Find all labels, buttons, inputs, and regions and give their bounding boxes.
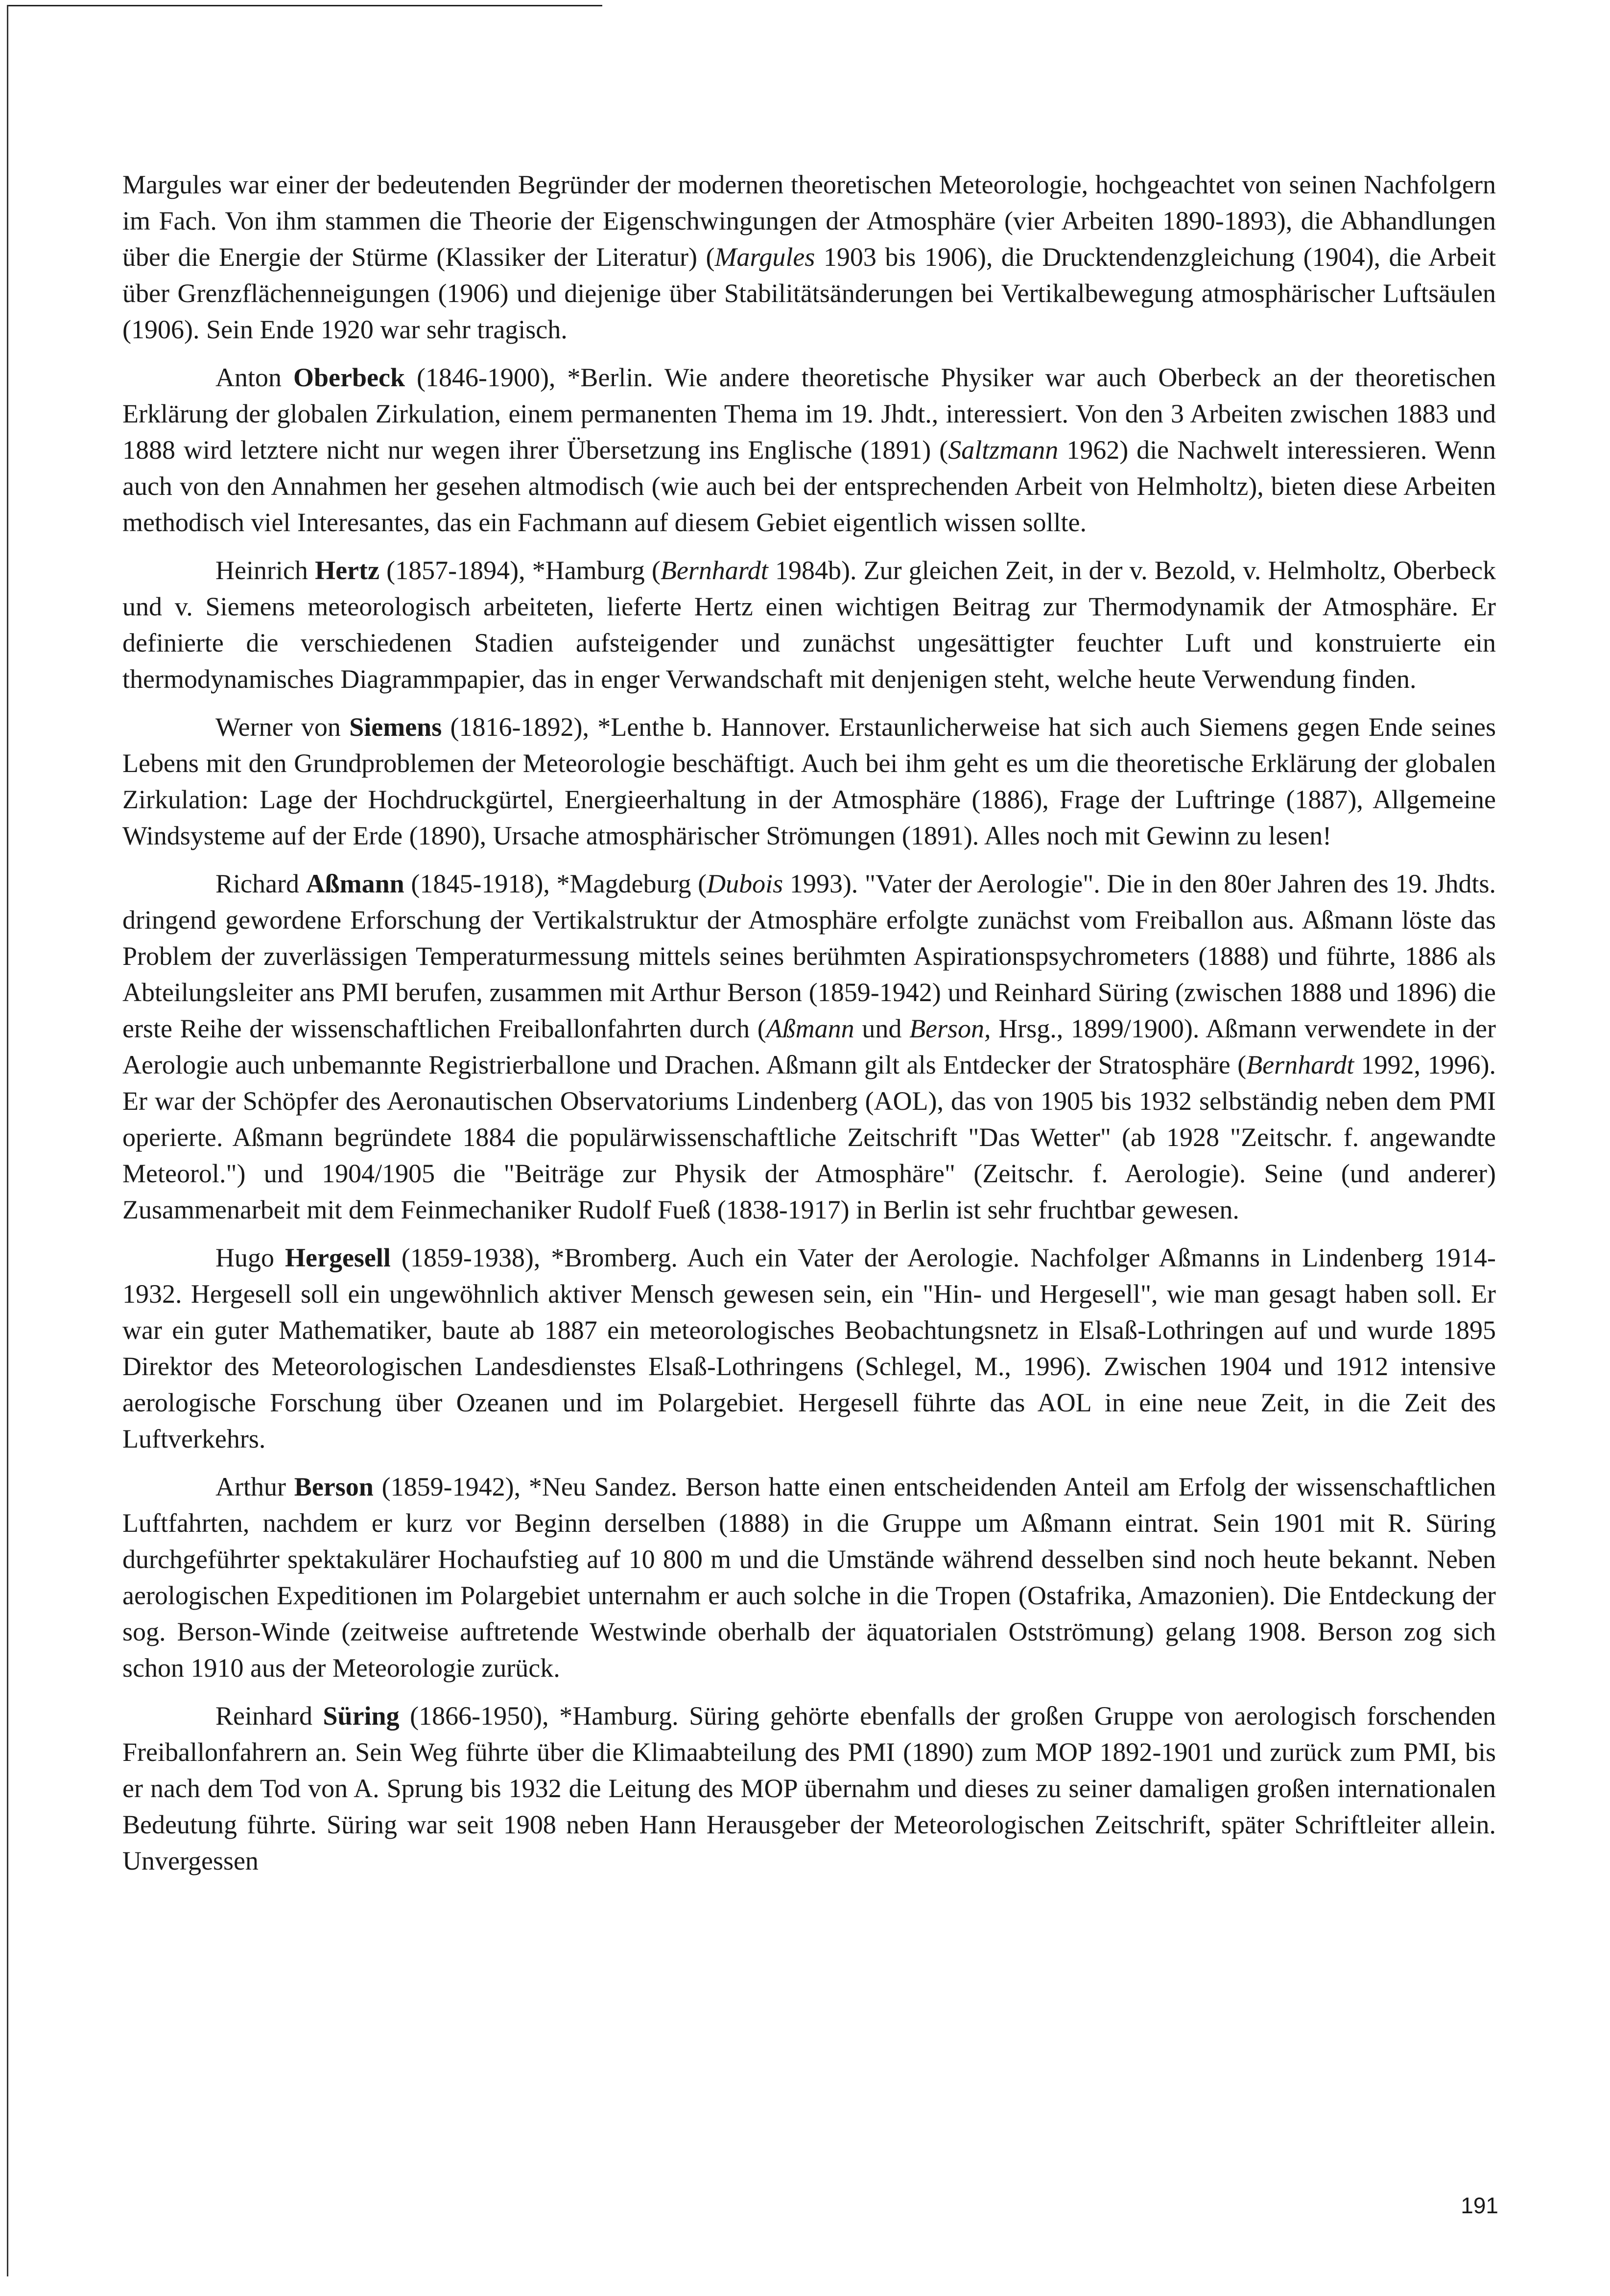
person-name: Oberbeck — [293, 363, 405, 392]
person-name: Hergesell — [285, 1243, 391, 1272]
citation-author: Margules — [714, 242, 815, 272]
person-name: Berson — [294, 1472, 374, 1501]
text-run: Margules war einer der bedeutenden Begründer der modernen theoretischen Meteorologie, hochgeachtet von seinen Nachfolgern im Fach. Von ihm stammen die Theorie der Eigenschwingungen der Atmosphäre (vier Arbeiten 1890-1893), die Abhandlungen über die Energie der Stürme (Klassiker der Literatur) ( — [122, 170, 1496, 272]
top-rule — [8, 5, 602, 6]
text-run: 1903 bis 1906), die Drucktendenzgleichung (1904), die Arbeit über Grenzflächenneigungen (1906) und diejenige über Stabilitätsänderungen bei Vertikalbewegung atmosphärischer Luftsäulen (1906). Sein Ende 1920 war sehr tragisch. — [122, 242, 1496, 344]
paragraph — [122, 552, 1496, 697]
person-name: Süring — [323, 1701, 400, 1731]
text-run: 1962) die Nachwelt interessieren. Wenn auch von den Annahmen her gesehen altmodisch (wie auch bei der entsprechenden Arbeit von Helmholtz), bieten diese Arbeiten methodisch viel Interesantes, das ein Fachmann auf diesem Gebiet eigentlich wissen sollte. — [122, 435, 1496, 537]
person-name: Siemens — [349, 712, 442, 742]
citation-author: Dubois — [707, 869, 783, 898]
document-body — [122, 166, 1496, 1891]
text-run: Richard — [215, 869, 306, 898]
paragraph — [122, 1469, 1496, 1686]
text-run: 1992, 1996). Er war der Schöpfer des Aeronautischen Observatoriums Lindenberg (AOL), das von 1905 bis 1932 selbständig neben dem PMI operierte. Aßmann begründete 1884 die populärwissenschaftliche Zeitschrift "Das Wetter" (ab 1928 "Zeitschr. f. angewandte Meteorol.") und 1904/1905 die "Beiträge zur Physik der Atmosphäre" (Zeitschr. f. Aerologie). Seine (und anderer) Zusammenarbeit mit dem Feinmechaniker Rudolf Fueß (1838-1917) in Berlin ist sehr fruchtbar gewesen. — [122, 1050, 1496, 1224]
text-run: Heinrich — [215, 556, 315, 585]
citation-author: Saltzmann — [948, 435, 1059, 465]
citation-author: Aßmann — [766, 1014, 854, 1043]
person-name: Aßmann — [306, 869, 404, 898]
text-run: Anton — [215, 363, 293, 392]
text-run: Werner von — [215, 712, 350, 742]
citation-author: Bernhardt — [1246, 1050, 1354, 1079]
paragraph — [122, 166, 1496, 348]
person-name: Hertz — [315, 556, 379, 585]
text-run: Hrsg., 1899/1900). Aßmann verwendete in der Aerologie auch unbemannte Registrierballone und Drachen. Aßmann gilt als Entdecker der Stratosphäre ( — [122, 1014, 1496, 1079]
paragraph — [122, 709, 1496, 854]
text-run: (1866-1950), *Hamburg. Süring gehörte ebenfalls der großen Gruppe von aerologisch forschenden Freiballonfahrern an. Sein Weg führte über die Klimaabteilung des PMI (1890) zum MOP 1892-1901 und zurück zum PMI, bis er nach dem Tod von A. Sprung bis 1932 die Leitung des MOP übernahm und dieses zu seiner damaligen großen internationalen Bedeutung führte. Süring war seit 1908 neben Hann Herausgeber der Meteorologischen Zeitschrift, später Schriftleiter allein. Unvergessen — [122, 1701, 1496, 1875]
text-run: Reinhard — [215, 1701, 323, 1731]
text-run: (1816-1892), *Lenthe b. Hannover. Erstaunlicherweise hat sich auch Siemens gegen Ende seines Lebens mit den Grundproblemen der Meteorologie beschäftigt. Auch bei ihm geht es um die theoretische Erklärung der globalen Zirkulation: Lage der Hochdruckgürtel, Energieerhaltung in der Atmosphäre (1886), Frage der Luftringe (1887), Allgemeine Windsysteme auf der Erde (1890), Ursache atmosphärischer Strömungen (1891). Alles noch mit Gewinn zu lesen! — [122, 712, 1496, 850]
text-run: (1857-1894), *Hamburg ( — [379, 556, 661, 585]
paragraph — [122, 1240, 1496, 1457]
text-run: (1859-1938), *Bromberg. Auch ein Vater der Aerologie. Nachfolger Aßmanns in Lindenberg 1914-1932. Hergesell soll ein ungewöhnlich aktiver Mensch gewesen sein, ein "Hin- und Hergesell", wie man gesagt haben soll. Er war ein guter Mathematiker, baute ab 1887 ein meteorologisches Beobachtungsnetz in Elsaß-Lothringen auf und wurde 1895 Direktor des Meteorologischen Landesdienstes Elsaß-Lothringens (Schlegel, M., 1996). Zwischen 1904 und 1912 intensive aerologische Forschung über Ozeanen und im Polargebiet. Hergesell führte das AOL in eine neue Zeit, in die Zeit des Luftverkehrs. — [122, 1243, 1496, 1453]
text-run: Hugo — [215, 1243, 285, 1272]
paragraph — [122, 359, 1496, 540]
left-edge-line — [7, 5, 8, 2276]
text-run: (1859-1942), *Neu Sandez. Berson hatte einen entscheidenden Anteil am Erfolg der wissenschaftlichen Luftfahrten, nachdem er kurz vor Beginn derselben (1888) in die Gruppe um Aßmann eintrat. Sein 1901 mit R. Süring durchgeführter spektakulärer Hochaufstieg auf 10 800 m und die Umstände während desselben sind noch heute bekannt. Neben aerologischen Expeditionen im Polargebiet unternahm er auch solche in die Tropen (Ostafrika, Amazonien). Die Entdeckung der sog. Berson-Winde (zeitweise auftretende Westwinde oberhalb der äquatorialen Ostströmung) gelang 1908. Berson zog sich schon 1910 aus der Meteorologie zurück. — [122, 1472, 1496, 1683]
paragraph — [122, 866, 1496, 1228]
citation-author: Berson, — [909, 1014, 991, 1043]
page-number: 191 — [1461, 2193, 1498, 2218]
text-run: und — [854, 1014, 910, 1043]
citation-author: Bernhardt — [660, 556, 768, 585]
paragraph — [122, 1698, 1496, 1879]
text-run: (1846-1900), *Berlin. Wie andere theoretische Physiker war auch Oberbeck an der theoretischen Erklärung der globalen Zirkulation, einem permanenten Thema im 19. Jhdt., interessiert. Von den 3 Arbeiten zwischen 1883 und 1888 wird letztere nicht nur wegen ihrer Übersetzung ins Englische (1891) ( — [122, 363, 1496, 465]
text-run: Arthur — [215, 1472, 294, 1501]
text-run: 1993). "Vater der Aerologie". Die in den 80er Jahren des 19. Jhdts. dringend gewordene Erforschung der Vertikalstruktur der Atmosphäre erfolgte zunächst vom Freiballon aus. Aßmann löste das Problem der zuverlässigen Temperaturmessung mittels seines berühmten Aspirationspsychrometers (1888) und führte, 1886 als Abteilungsleiter ans PMI berufen, zusammen mit Arthur Berson (1859-1942) und Reinhard Süring (zwischen 1888 und 1896) die erste Reihe der wissenschaftlichen Freiballonfahrten durch ( — [122, 869, 1496, 1043]
text-run: (1845-1918), *Magdeburg ( — [404, 869, 707, 898]
text-run: 1984b). Zur gleichen Zeit, in der v. Bezold, v. Helmholtz, Oberbeck und v. Siemens meteorologisch arbeiteten, lieferte Hertz einen wichtigen Beitrag zur Thermodynamik der Atmosphäre. Er definierte die verschiedenen Stadien aufsteigender und zunächst ungesättigter feuchter Luft und konstruierte ein thermodynamisches Diagrammpapier, das in enger Verwandschaft mit denjenigen steht, welche heute Verwendung finden. — [122, 556, 1496, 694]
